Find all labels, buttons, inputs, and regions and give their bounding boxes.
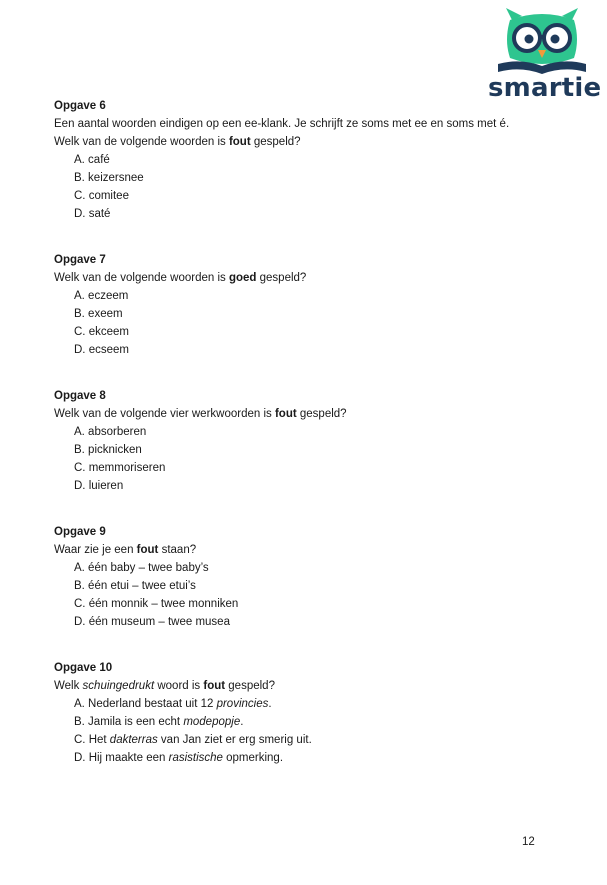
smartie-logo xyxy=(488,6,602,103)
text-segment: woord is xyxy=(154,680,204,692)
question-block xyxy=(54,251,554,359)
text-segment: gespeld? xyxy=(225,680,275,692)
question-block xyxy=(54,523,554,631)
logo-wordmark: smartie xyxy=(488,73,602,103)
answer-option xyxy=(74,287,554,305)
text-segment: C. Het xyxy=(74,734,110,746)
question-text xyxy=(54,677,554,695)
emphasis-bold: fout xyxy=(136,544,159,556)
answer-option xyxy=(74,341,554,359)
text-segment: C. één monnik – twee monniken xyxy=(74,598,239,610)
text-segment: van Jan ziet er erg smerig uit. xyxy=(157,734,312,746)
answer-option xyxy=(74,423,554,441)
answer-option xyxy=(74,695,554,713)
text-segment: Een aantal woorden eindigen op een ee-klank. Je schrijft ze soms met ee en soms met é. xyxy=(54,118,510,130)
text-segment: B. exeem xyxy=(74,308,123,320)
answer-option xyxy=(74,323,554,341)
question-block xyxy=(54,97,554,223)
emphasis-italic: schuingedrukt xyxy=(82,680,155,692)
text-segment: D. saté xyxy=(74,208,111,220)
question-title: Opgave 6 xyxy=(54,100,106,112)
text-segment: A. eczeem xyxy=(74,290,129,302)
question-block xyxy=(54,387,554,495)
answer-option xyxy=(74,205,554,223)
text-segment: B. picknicken xyxy=(74,444,142,456)
text-segment: B. keizersnee xyxy=(74,172,144,184)
page-number: 12 xyxy=(522,836,535,848)
text-segment: Welk van de volgende woorden is xyxy=(54,136,229,148)
question-text xyxy=(54,115,554,133)
text-segment: D. Hij maakte een xyxy=(74,752,169,764)
text-segment: . xyxy=(268,698,272,710)
emphasis-bold: goed xyxy=(228,272,257,284)
emphasis-italic: modepopje xyxy=(183,716,241,728)
answer-options xyxy=(54,287,554,359)
text-segment: D. luieren xyxy=(74,480,124,492)
text-segment: A. absorberen xyxy=(74,426,147,438)
text-segment: gespeld? xyxy=(256,272,307,284)
question-title: Opgave 8 xyxy=(54,390,106,402)
emphasis-italic: dakterras xyxy=(109,734,158,746)
text-segment: gespeld? xyxy=(250,136,301,148)
emphasis-bold: fout xyxy=(203,680,226,692)
text-segment: Welk van de volgende woorden is xyxy=(54,272,229,284)
text-segment: D. één museum – twee musea xyxy=(74,616,230,628)
worksheet-content xyxy=(54,97,554,795)
answer-option xyxy=(74,477,554,495)
answer-option xyxy=(74,749,554,767)
question-title: Opgave 9 xyxy=(54,526,106,538)
question-text xyxy=(54,269,554,287)
answer-option xyxy=(74,595,554,613)
text-segment: D. ecseem xyxy=(74,344,129,356)
text-segment: C. memmoriseren xyxy=(74,462,166,474)
answer-option xyxy=(74,459,554,477)
emphasis-bold: fout xyxy=(274,408,297,420)
emphasis-bold: fout xyxy=(228,136,251,148)
text-segment: B. één etui – twee etui’s xyxy=(74,580,196,592)
text-segment: A. Nederland bestaat uit 12 xyxy=(74,698,217,710)
answer-option xyxy=(74,613,554,631)
question-text xyxy=(54,405,554,423)
answer-option xyxy=(74,151,554,169)
text-segment: . xyxy=(240,716,244,728)
answer-option xyxy=(74,577,554,595)
answer-option xyxy=(74,713,554,731)
owl-with-glasses-on-book-icon xyxy=(488,6,596,76)
answer-options xyxy=(54,423,554,495)
text-segment: A. één baby – twee baby’s xyxy=(74,562,209,574)
text-segment: C. comitee xyxy=(74,190,129,202)
text-segment: A. café xyxy=(74,154,110,166)
answer-option xyxy=(74,559,554,577)
text-segment: C. ekceem xyxy=(74,326,129,338)
text-segment: Welk van de volgende vier werkwoorden is xyxy=(54,408,275,420)
question-title: Opgave 10 xyxy=(54,662,113,674)
question-text xyxy=(54,541,554,559)
answer-option xyxy=(74,169,554,187)
answer-option xyxy=(74,187,554,205)
text-segment: Waar zie je een xyxy=(54,544,137,556)
text-segment: Welk xyxy=(54,680,83,692)
answer-option xyxy=(74,731,554,749)
text-segment: B. Jamila is een echt xyxy=(74,716,184,728)
text-segment: staan? xyxy=(158,544,197,556)
text-segment: gespeld? xyxy=(296,408,347,420)
answer-option xyxy=(74,441,554,459)
answer-options xyxy=(54,151,554,223)
answer-options xyxy=(54,695,554,767)
question-block xyxy=(54,659,554,767)
answer-option xyxy=(74,305,554,323)
emphasis-italic: rasistische xyxy=(168,752,223,764)
emphasis-italic: provincies xyxy=(216,698,269,710)
question-title: Opgave 7 xyxy=(54,254,106,266)
text-segment: opmerking. xyxy=(222,752,284,764)
answer-options xyxy=(54,559,554,631)
question-text xyxy=(54,133,554,151)
